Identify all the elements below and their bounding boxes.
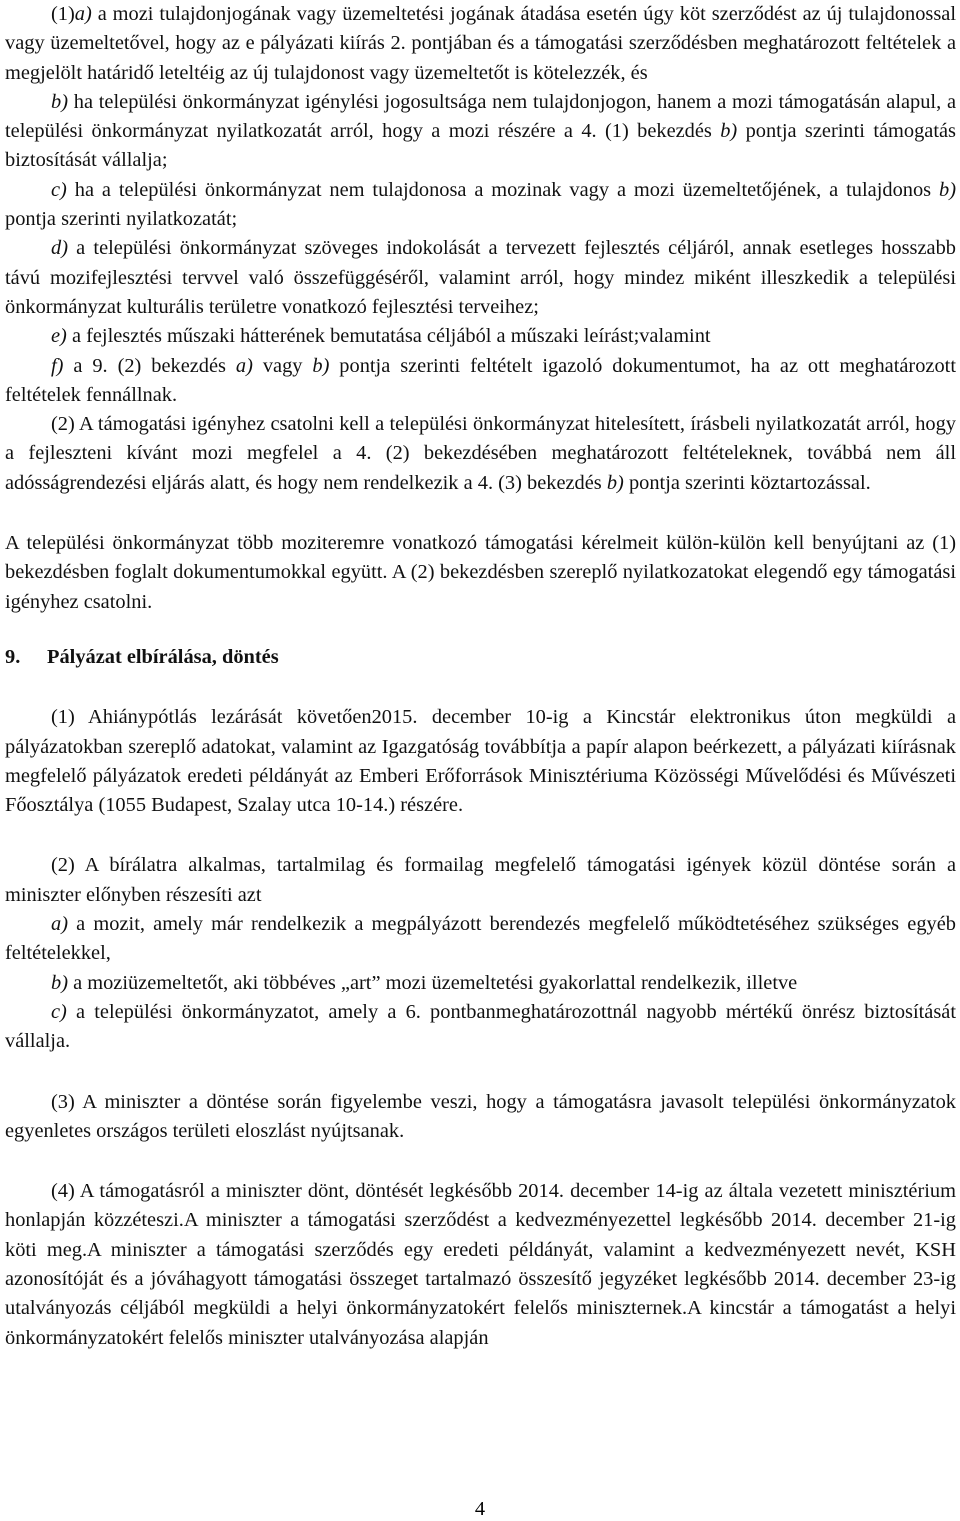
page-number: 4: [474, 1498, 486, 1520]
item-label: e): [51, 325, 67, 348]
paragraph-text: (3) A miniszter a döntése során figyelembe veszi, hogy a támogatásra javasolt települési önkormányzatok egyenletes országos területi eloszlást nyújtsanak.: [5, 1090, 956, 1142]
paragraph-text: (1) Ahiánypótlás lezárását követően2015. december 10-ig a Kincstár elektronikus úton megküldi a pályázatokban szereplő adatokat, valamint az Igazgatóság továbbítja a papír alapon beérkezett, a pályázati kiírásnak megfelelő pályázatok eredeti példányát az Emberi Erőforrások Minisztériuma Közösségi Művelődési és Művészeti Főosztálya (1055 Budapest, Szalay utca 10-14.) részére.: [5, 706, 956, 817]
paragraph-text: pontja szerinti támogatás biztosítását vállalja;: [5, 120, 956, 172]
item-label: d): [51, 237, 68, 260]
paragraph-9-4: [5, 1177, 956, 1353]
paragraph-text: A települési önkormányzat több moziteremre vonatkozó támogatási kérelmeit külön-külön kell benyújtani az (1) bekezdésben foglalt dokumentumokkal együtt. A (2) bekezdésben szereplő nyilatkozatokat elegendő egy támogatási igényhez csatolni.: [5, 532, 956, 613]
paragraph-text: pontja szerinti feltételt igazoló dokumentumot, ha az ott meghatározott feltételek fennállnak.: [5, 354, 956, 406]
section-title: Pályázat elbírálása, döntés: [47, 645, 279, 668]
paragraph-9-2a: [5, 910, 956, 969]
paragraph-text: a települési önkormányzatot, amely a 6. pontbanmeghatározottnál nagyobb mértékű önrész biztosítását vállalja.: [5, 1000, 956, 1053]
paragraph-text: pontja szerinti köztartozással.: [623, 471, 871, 494]
paragraph-1c: [5, 176, 956, 235]
paragraph-text: (4) A támogatásról a miniszter dönt, döntését legkésőbb 2014. december 14-ig az általa vezetett minisztérium honlapján közzéteszi.A miniszter a támogatási szerződést a kedvezményezettel legkésőbb 2014. december 21-ig köti meg.A miniszter a támogatási szerződés egy eredeti példányát, valamint a kedvezményezett nevét, KSH azonosítóját és a jóváhagyott támogatási összeget tartalmazó összesítő jegyzéket legkésőbb 2014. december 23-ig utalványozás céljából megküldi a helyi önkormányzatokért felelős miniszternek.A kincstár a támogatást a helyi önkormányzatokért felelős miniszter utalványozása alapján: [5, 1180, 956, 1349]
item-label: a): [51, 913, 68, 936]
paragraph-9-2: [5, 851, 956, 910]
paragraph-9-3: [5, 1088, 956, 1147]
item-ref: b): [939, 178, 956, 201]
paragraph-1e: [5, 322, 956, 351]
paragraph-multi-room: [5, 529, 956, 617]
paragraph-text: a 9. (2) bekezdés: [63, 354, 236, 377]
item-ref: b): [312, 354, 330, 377]
paragraph-text: a fejlesztés műszaki hátterének bemutatása céljából a műszaki leírást;valamint: [66, 325, 711, 348]
paragraph-marker: (1): [51, 3, 75, 25]
item-label: b): [51, 90, 68, 113]
item-label: c): [51, 178, 67, 201]
paragraph-1a: [5, 0, 956, 88]
paragraph-9-2c: [5, 998, 956, 1057]
item-label: f): [51, 354, 64, 377]
section-number: 9.: [5, 645, 21, 668]
item-ref: b): [720, 120, 738, 143]
paragraph-2: [5, 410, 956, 498]
paragraph-text: ha települési önkormányzat igénylési jogosultsága nem tulajdonjogon, hanem a mozi támogatásán alapul, a települési önkormányzat nyilatkozatát arról, hogy a mozi részére a 4. (1) bekezdés: [5, 90, 956, 143]
item-ref: b): [606, 471, 624, 494]
paragraph-text: ha a települési önkormányzat nem tulajdonosa a mozinak vagy a mozi üzemeltetőjének, a tulajdonos: [66, 178, 939, 201]
item-label: b): [51, 971, 68, 994]
paragraph-1d: [5, 234, 956, 322]
paragraph-text: (2) A bírálatra alkalmas, tartalmilag és formailag megfelelő támogatási igények közül döntése során a miniszter előnyben részesíti azt: [5, 854, 956, 906]
item-label: a): [74, 3, 92, 25]
paragraph-text: (2) A támogatási igényhez csatolni kell a települési önkormányzat hitelesített, írásbeli nyilatkozatát arról, hogy a fejleszteni kívánt mozi megfelel a 4. (2) bekezdésében meghatározott feltételeknek, továbbá nem áll adósságrendezési eljárás alatt, és hogy nem rendelkezik a 4. (3) bekezdés: [5, 413, 956, 494]
paragraph-text: a mozit, amely már rendelkezik a megpályázott berendezés megfelelő működtetéséhez szükséges egyéb feltételekkel,: [5, 913, 956, 965]
paragraph-text: vagy: [252, 354, 313, 377]
paragraph-1b: [5, 88, 956, 176]
paragraph-text: a települési önkormányzat szöveges indokolását a tervezett fejlesztés céljáról, annak esetleges hosszabb távú mozifejlesztési tervvel való összefüggéséről, valamint arról, hogy mindez miként illeszkedik a települési önkormányzat kulturális területre vonatkozó fejlesztési terveihez;: [5, 237, 956, 318]
paragraph-text: pontja szerinti nyilatkozatát;: [5, 208, 238, 231]
paragraph-1f: [5, 352, 956, 411]
paragraph-9-2b: [5, 969, 956, 998]
section-heading: [5, 643, 956, 672]
item-ref: a): [235, 354, 253, 377]
paragraph-text: a moziüzemeltetőt, aki többéves „art” mozi üzemeltetési gyakorlattal rendelkezik, illetve: [68, 971, 798, 994]
paragraph-text: a mozi tulajdonjogának vagy üzemeltetési jogának átadása esetén úgy köt szerződést az új tulajdonossal vagy üzemeltetővel, hogy az e pályázati kiírás 2. pontjában és a támogatási szerződésben meghatározott feltételek a megjelölt határidő leteltéig az új tulajdonost vagy üzemeltetőt is kötelezzék, és: [5, 3, 956, 84]
paragraph-9-1: [5, 703, 956, 820]
item-label: c): [51, 1000, 67, 1023]
